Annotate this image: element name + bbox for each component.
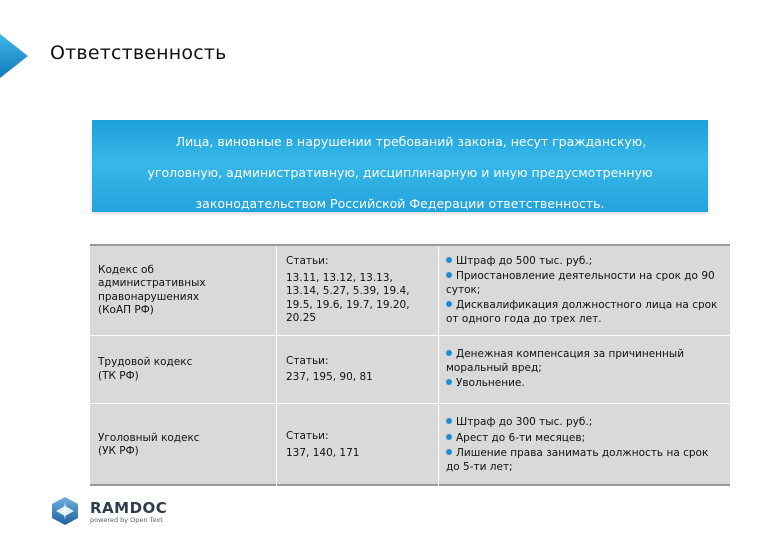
articles-line: 20.25 xyxy=(286,312,317,325)
articles-label: Статьи: xyxy=(286,255,329,268)
table-row-tk xyxy=(90,336,730,404)
logo-name: RAMDOC xyxy=(90,499,168,517)
articles-cell xyxy=(286,404,431,486)
code-line: (УК РФ) xyxy=(98,445,139,457)
articles-label: Статьи: xyxy=(286,354,329,367)
penalty-item: Приостановление деятельности на срок до 90 суток; xyxy=(446,270,715,296)
articles-line: 19.5, 19.6, 19.7, 19.20, xyxy=(286,298,410,311)
code-cell xyxy=(98,404,268,486)
bullet-icon xyxy=(446,257,452,263)
penalty-item: Штраф до 300 тыс. руб.; xyxy=(446,416,726,430)
liability-table xyxy=(90,244,730,486)
bullet-icon xyxy=(446,301,452,307)
penalty-item: Арест до 6-ти месяцев; xyxy=(446,432,726,446)
code-line: (КоАП РФ) xyxy=(98,304,154,316)
penalties-cell xyxy=(446,404,726,486)
bullet-icon xyxy=(446,272,452,278)
articles-cell xyxy=(286,336,431,403)
code-line: Трудовой кодекс xyxy=(98,356,193,368)
bullet-icon xyxy=(446,379,452,385)
penalty-item: Увольнение. xyxy=(446,377,726,391)
code-line: правонарушениях xyxy=(98,290,200,303)
banner-line-1: Лица, виновные в нарушении требований закона, несут гражданскую, xyxy=(175,134,647,149)
banner-line-2: уголовную, административную, дисциплинарную и иную предусмотренную xyxy=(147,165,653,180)
table-row-koap xyxy=(90,246,730,336)
page-title: Ответственность xyxy=(50,42,227,64)
penalty-item: Денежная компенсация за причиненный моральный вред; xyxy=(446,348,685,374)
penalties-cell xyxy=(446,336,726,403)
articles-line: 13.11, 13.12, 13.13, xyxy=(286,271,393,284)
bullet-icon xyxy=(446,418,452,424)
bullet-icon xyxy=(446,434,452,440)
ramdoc-logo xyxy=(50,494,180,528)
code-cell xyxy=(98,336,268,403)
table-row-uk xyxy=(90,404,730,486)
articles-cell xyxy=(286,246,431,335)
code-line: Кодекс об xyxy=(98,263,154,276)
code-cell xyxy=(98,246,268,335)
bullet-icon xyxy=(446,449,452,455)
code-line: (ТК РФ) xyxy=(98,369,139,382)
code-line: административных xyxy=(98,277,206,289)
articles-line: 13.14, 5.27, 5.39, 19.4, xyxy=(286,285,410,298)
bullet-icon xyxy=(446,350,452,356)
ramdoc-logo-icon xyxy=(50,496,80,526)
articles-label: Статьи: xyxy=(286,430,329,442)
penalties-cell xyxy=(446,246,726,335)
articles-line: 137, 140, 171 xyxy=(286,446,360,459)
articles-line: 237, 195, 90, 81 xyxy=(286,371,373,383)
responsibility-banner xyxy=(92,120,708,212)
penalty-item: Лишение права занимать должность на срок до 5-ти лет; xyxy=(446,447,709,473)
corner-accent-shape xyxy=(0,34,36,78)
penalty-item: Дисквалификация должностного лица на срок от одного года до трех лет. xyxy=(446,299,718,325)
code-line: Уголовный кодекс xyxy=(98,431,200,444)
logo-tagline: powered by Open Text xyxy=(90,516,163,524)
penalty-item: Штраф до 500 тыс. руб.; xyxy=(446,255,726,269)
banner-line-3: законодательством Российской Федерации ответственность. xyxy=(195,196,605,211)
